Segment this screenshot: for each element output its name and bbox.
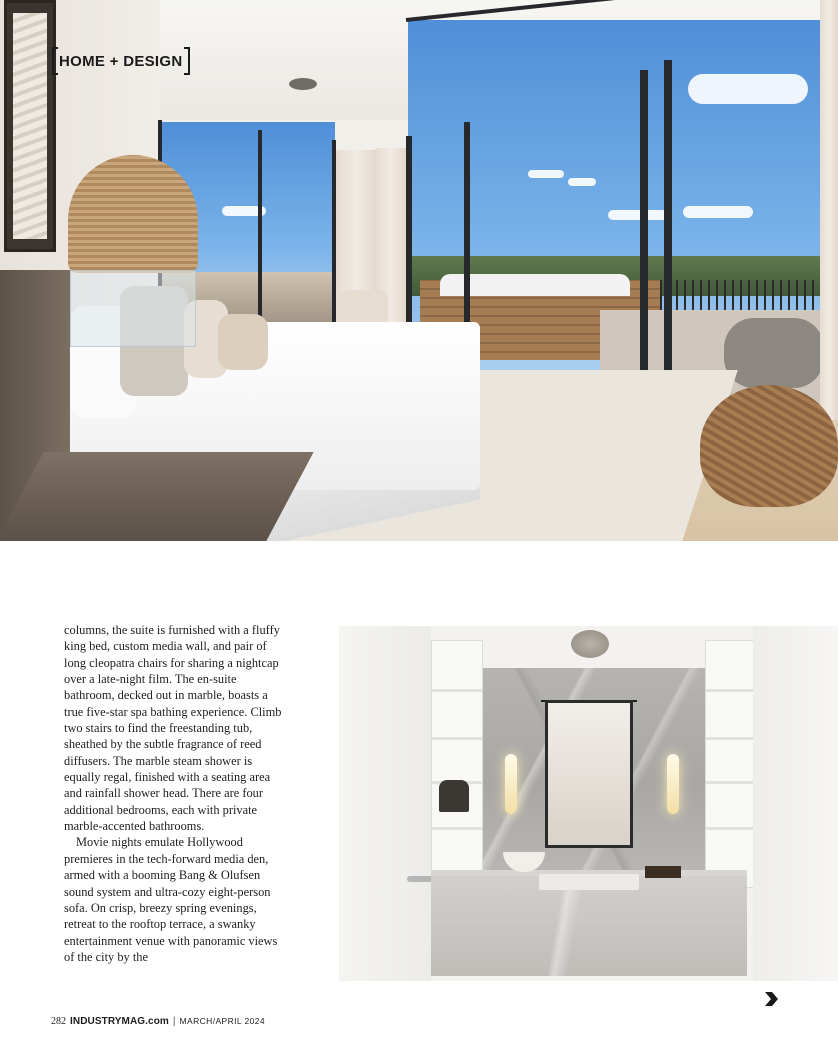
left-shelving — [431, 640, 483, 888]
door-panel — [339, 626, 431, 981]
article-paragraph: columns, the suite is furnished with a fluffy king bed, custom media wall, and pair of long cleopatra chairs for sharing a nightcap over a late-night film. The en-suite bathroom, decked out in marble, boasts a true five-star spa bathing experience. Climb two stairs to find the freestanding tub, sheathed by the subtle fragrance of reed diffusers. The marble steam shower is equally regal, finished with a seating area and rainfall shower head. There are four additional bedrooms, each with private marble-accented bathrooms. — [64, 623, 282, 834]
right-shelving — [705, 640, 755, 888]
marble-vanity — [431, 876, 747, 976]
sink — [539, 874, 639, 890]
woven-basket — [700, 385, 838, 507]
footer-separator: | — [172, 1015, 176, 1027]
article-body — [64, 622, 290, 965]
curtain-right — [820, 0, 838, 420]
wall-art — [4, 0, 56, 252]
lounge-chair — [724, 318, 824, 388]
bathroom-photo — [339, 626, 838, 981]
section-label: HOME + DESIGN — [52, 48, 190, 74]
wall-sconce — [667, 754, 679, 814]
pendant-lamp — [68, 155, 198, 273]
page-footer — [51, 1014, 265, 1028]
nightstand — [0, 452, 314, 541]
chevron-right-icon[interactable] — [763, 991, 779, 1007]
site-name: INDUSTRYMAG.com — [70, 1015, 169, 1027]
decor-vases — [439, 780, 469, 812]
terrace-railing — [660, 280, 825, 310]
article-paragraph: Movie nights emulate Hollywood premieres in the tech-forward media den, armed with a booming Bang & Olufsen sound system and ultra-cozy eight-person sofa. On crisp, breezy spring evenings, retreat to the rooftop terrace, a swanky entertainment venue with panoramic views of the city by the — [64, 835, 278, 964]
issue-date: MARCH/APRIL 2024 — [179, 1016, 265, 1026]
right-wall — [753, 626, 838, 981]
pillow — [218, 314, 268, 370]
wall-sconce — [505, 754, 517, 814]
page-number: 282 — [51, 1015, 66, 1027]
ceiling-spotlight — [289, 78, 317, 90]
diffuser-tray — [645, 866, 681, 878]
mirror — [545, 700, 633, 848]
pendant-lamp-glass — [70, 270, 196, 347]
ceiling-light — [571, 630, 609, 658]
